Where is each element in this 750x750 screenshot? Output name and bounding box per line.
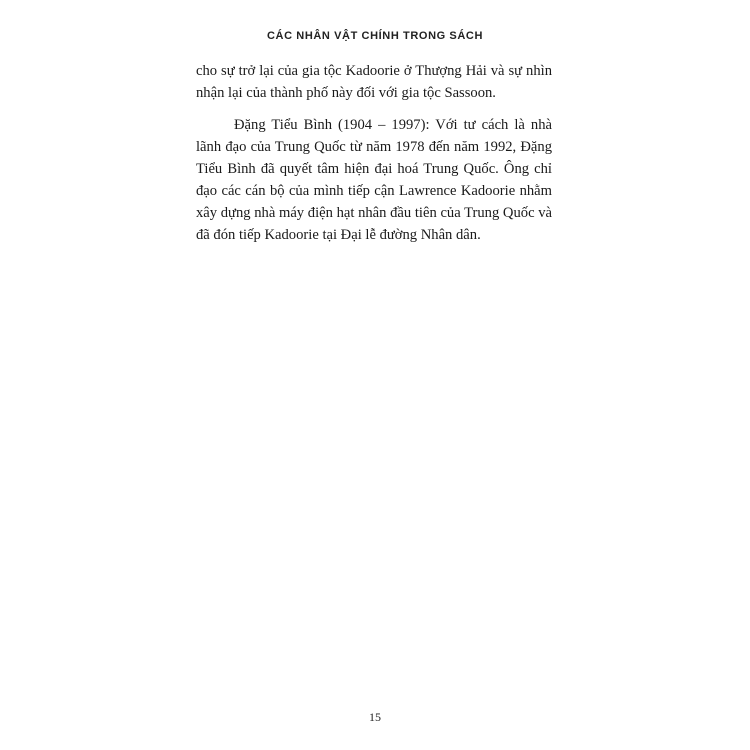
character-name-lead-in: Đặng Tiểu Bình (1904 – 1997): [234,117,430,133]
paragraph-character-entry [196,114,552,246]
page-number: 15 [369,710,381,724]
running-header: CÁC NHÂN VẬT CHÍNH TRONG SÁCH [266,30,483,42]
paragraph-text: cho sự trở lại của gia tộc Kadoorie ở Thượng Hải và sự nhìn nhận lại của thành phố này đối với gia tộc Sassoon. [196,63,552,101]
body-text [196,60,552,246]
paragraph-text: Với tư cách là nhà lãnh đạo của Trung Quốc từ năm 1978 đến năm 1992, Đặng Tiểu Bình đã quyết tâm hiện đại hoá Trung Quốc. Ông chỉ đạo các cán bộ của mình tiếp cận Lawrence Kadoorie nhằm xây dựng nhà máy điện hạt nhân đầu tiên của Trung Quốc và đã đón tiếp Kadoorie tại Đại lễ đường Nhân dân. [196,117,552,243]
paragraph-continuation [196,60,552,104]
